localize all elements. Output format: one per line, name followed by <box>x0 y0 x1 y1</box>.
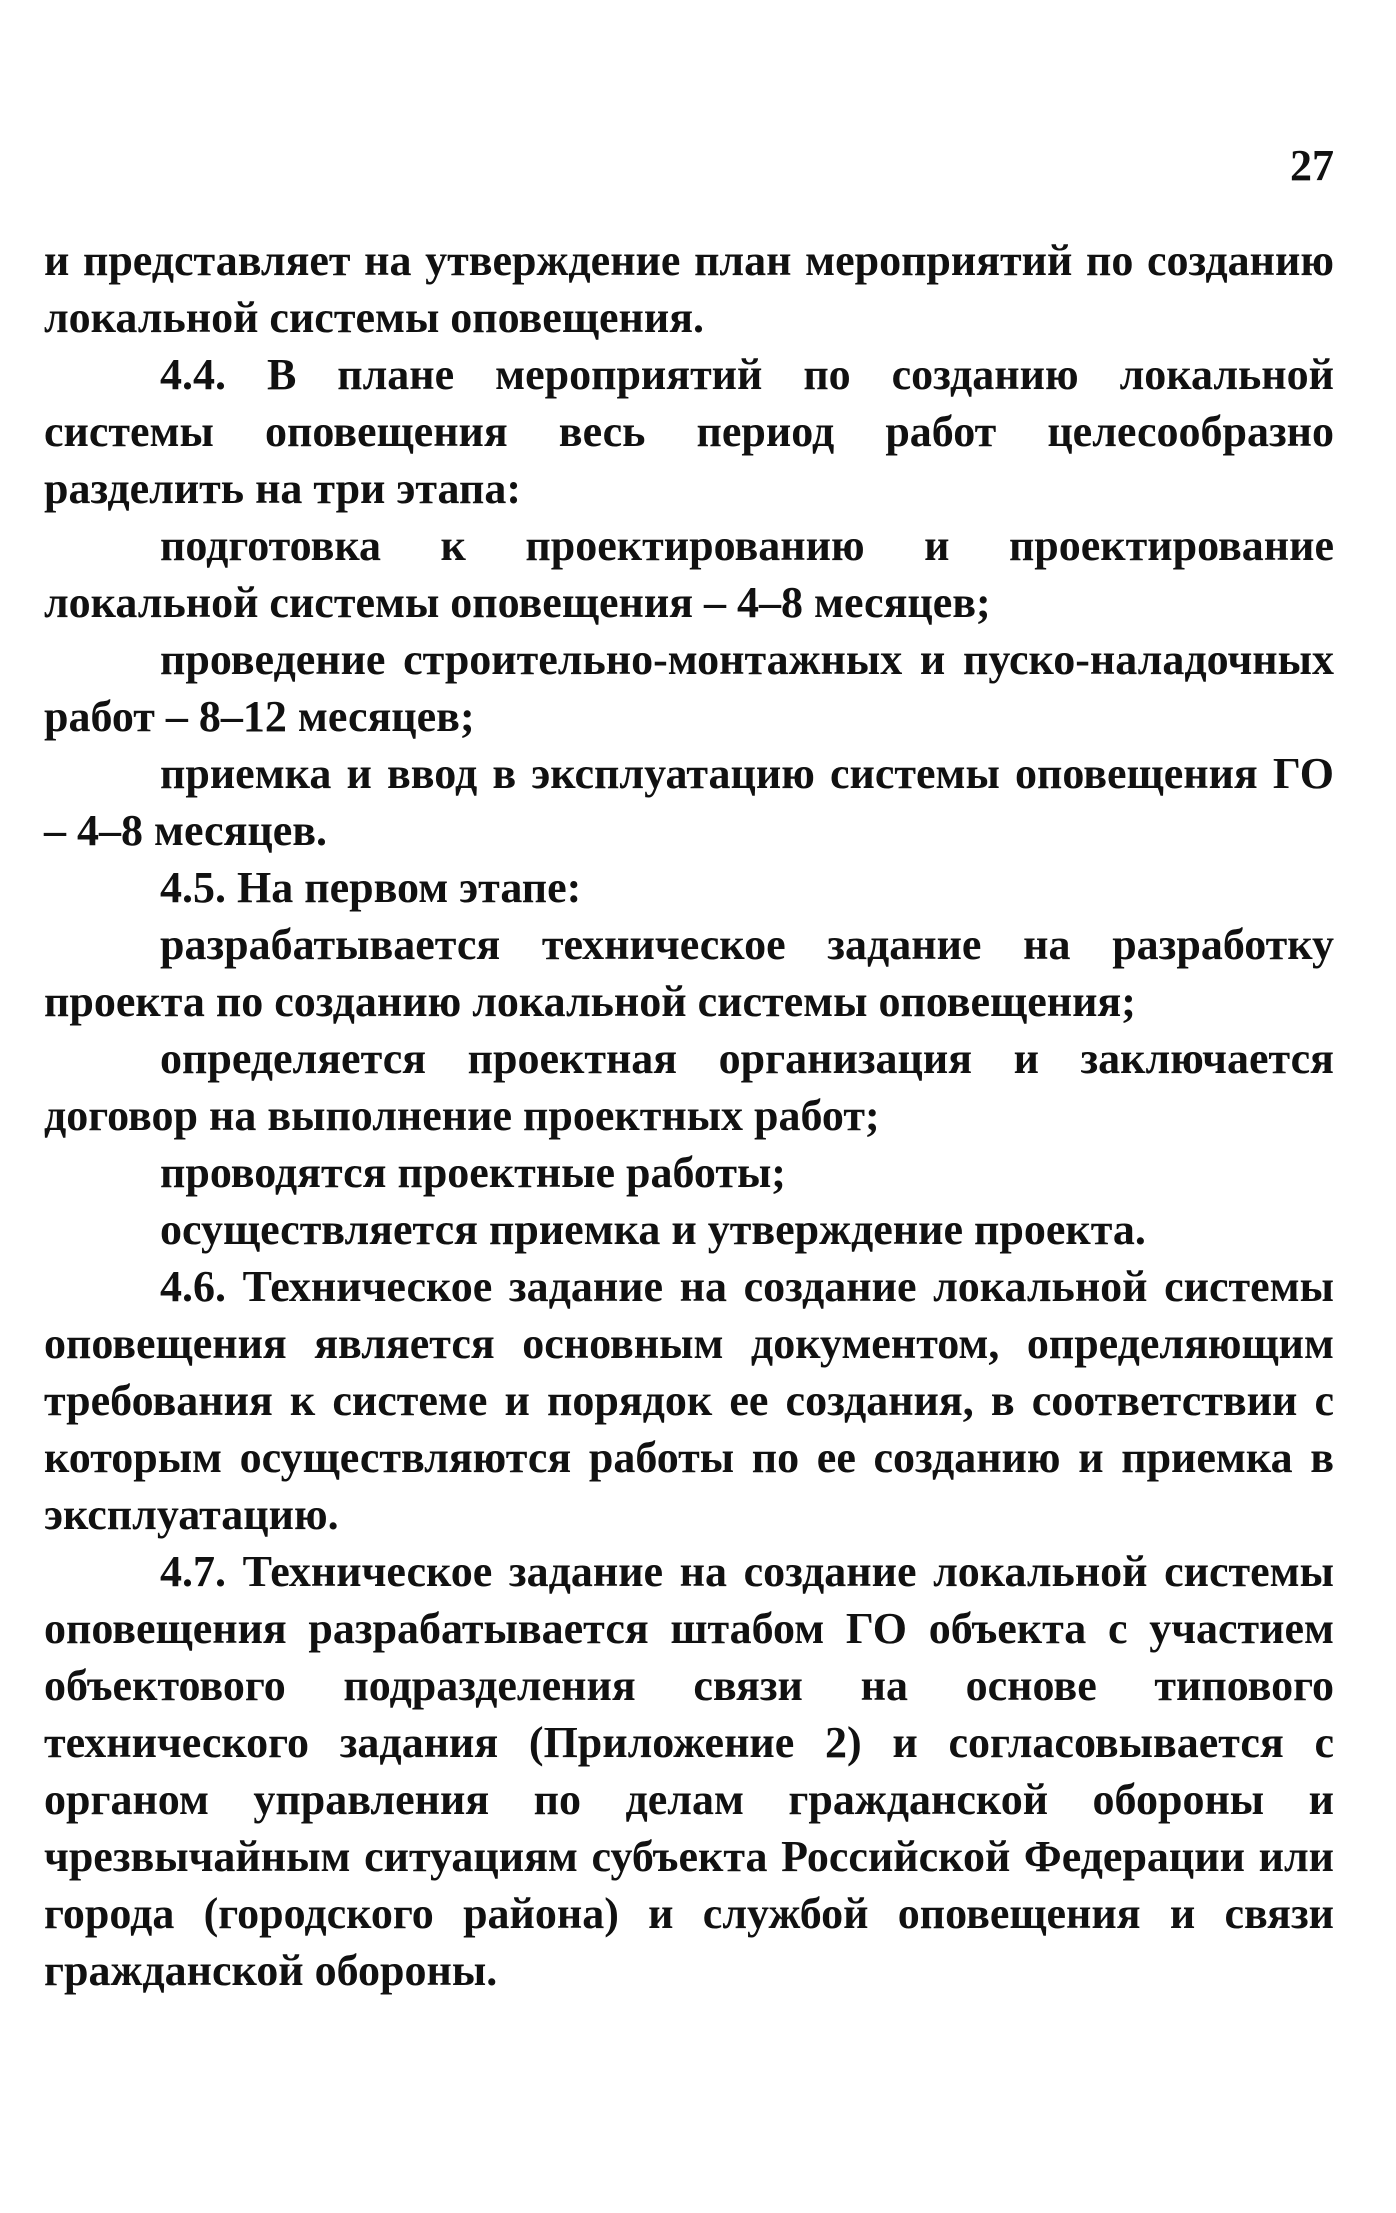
paragraph-4-7: 4.7. Техническое задание на создание локальной системы оповещения разрабатывается штабом ГО объекта с участием объектового подразделения связи на основе типового технического задания (Приложение 2) и согласовывается с органом управления по делам гражданской обороны и чрезвычайным ситуациям субъекта Российской Федерации или города (городского района) и службой оповещения и связи гражданской обороны. <box>44 1547 1334 1995</box>
paragraph-4-5: 4.5. На первом этапе: <box>160 863 582 912</box>
list-item-design-organization: определяется проектная организация и заключается договор на выполнение проектных работ; <box>44 1034 1334 1140</box>
page-number: 27 <box>1290 141 1334 190</box>
list-item-stage-3: приемка и ввод в эксплуатацию системы оповещения ГО – 4–8 месяцев. <box>44 749 1334 855</box>
list-item-stage-1: подготовка к проектированию и проектирование локальной системы оповещения – 4–8 месяцев; <box>44 521 1334 627</box>
list-item-design-works: проводятся проектные работы; <box>160 1148 786 1197</box>
paragraph-continuation: и представляет на утверждение план мероприятий по созданию локальной системы оповещения. <box>44 236 1334 342</box>
list-item-acceptance: осуществляется приемка и утверждение проекта. <box>160 1205 1146 1254</box>
document-page <box>44 140 1334 1999</box>
list-item-stage-2: проведение строительно-монтажных и пуско-наладочных работ – 8–12 месяцев; <box>44 635 1334 741</box>
paragraph-4-4: 4.4. В плане мероприятий по созданию локальной системы оповещения весь период работ целесообразно разделить на три этапа: <box>44 350 1334 513</box>
paragraph-4-6: 4.6. Техническое задание на создание локальной системы оповещения является основным документом, определяющим требования к системе и порядок ее создания, в соответствии с которым осуществляются работы по ее созданию и приемка в эксплуатацию. <box>44 1262 1334 1539</box>
list-item-technical-task: разрабатывается техническое задание на разработку проекта по созданию локальной системы оповещения; <box>44 920 1334 1026</box>
body-text <box>44 232 1334 1999</box>
